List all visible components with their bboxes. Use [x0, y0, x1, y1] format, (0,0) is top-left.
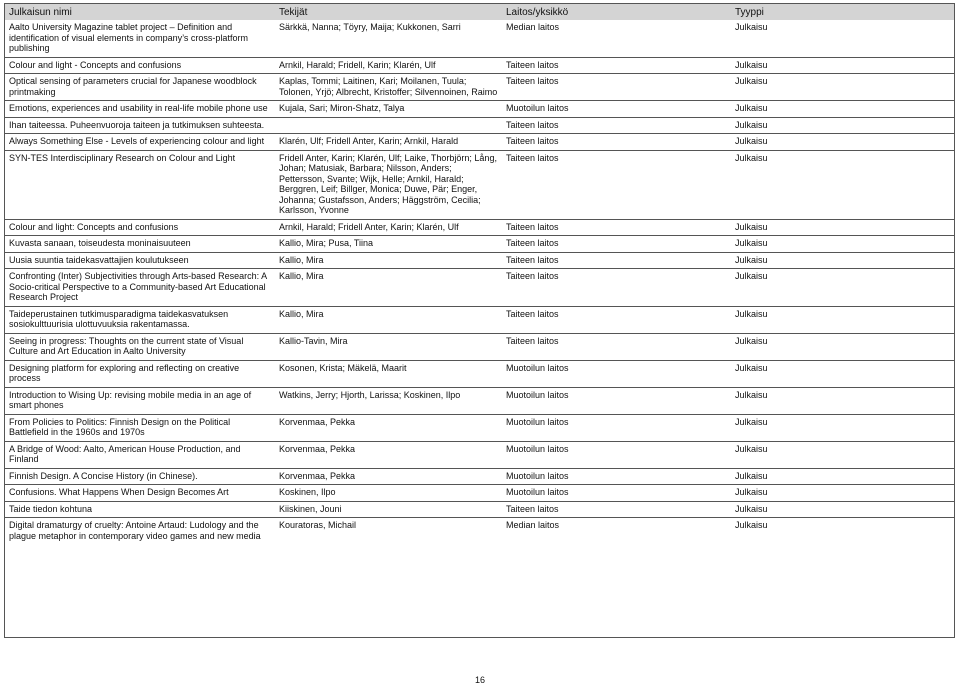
cell-authors: Kallio, Mira — [275, 252, 502, 269]
cell-department: Taiteen laitos — [502, 306, 731, 333]
table-row — [5, 360, 954, 387]
cell-authors: Kujala, Sari; Miron-Shatz, Talya — [275, 101, 502, 118]
page-number: 16 — [474, 675, 485, 685]
table-row — [5, 134, 954, 151]
header-type: Tyyppi — [731, 4, 954, 20]
table-row — [5, 441, 954, 468]
table-header — [5, 4, 954, 20]
cell-authors: Särkkä, Nanna; Töyry, Maija; Kukkonen, Sarri — [279, 22, 461, 32]
cell-department: Median laitos — [502, 518, 731, 545]
table-row — [5, 20, 954, 57]
table-row — [5, 518, 954, 545]
cell-title: Seeing in progress: Thoughts on the current state of Visual Culture and Art Education in Aalto University — [5, 333, 275, 360]
cell-authors: Korvenmaa, Pekka — [275, 441, 502, 468]
cell-type: Julkaisu — [731, 485, 954, 502]
cell-title: Confronting (Inter) Subjectivities through Arts-based Research: A Socio-critical Perspective to a Community-based Art Educational Research Project — [5, 269, 275, 307]
cell-title: Taideperustainen tutkimusparadigma taidekasvatuksen sosiokulttuurisia ulottuvuuksia rakentamassa. — [5, 306, 275, 333]
cell-title: Ihan taiteessa. Puheenvuoroja taiteen ja tutkimuksen suhteesta. — [5, 117, 275, 134]
cell-department: Median laitos — [506, 22, 560, 32]
cell-authors: Korvenmaa, Pekka — [275, 414, 502, 441]
cell-type: Julkaisu — [731, 101, 954, 118]
cell-authors: Arnkil, Harald; Fridell Anter, Karin; Klarén, Ulf — [275, 219, 502, 236]
cell-title: Colour and light: Concepts and confusions — [5, 219, 275, 236]
table-body — [5, 20, 954, 544]
cell-department: Taiteen laitos — [502, 269, 731, 307]
cell-type: Julkaisu — [731, 236, 954, 253]
cell-type: Julkaisu — [731, 306, 954, 333]
publications-table-frame — [4, 3, 955, 638]
cell-authors: Arnkil, Harald; Fridell, Karin; Klarén, Ulf — [275, 57, 502, 74]
cell-authors: Klarén, Ulf; Fridell Anter, Karin; Arnkil, Harald — [275, 134, 502, 151]
header-title: Julkaisun nimi — [5, 4, 275, 20]
cell-type: Julkaisu — [731, 269, 954, 307]
cell-type: Julkaisu — [731, 219, 954, 236]
cell-title: Uusia suuntia taidekasvattajien koulutukseen — [5, 252, 275, 269]
cell-department: Muotoilun laitos — [502, 485, 731, 502]
table-row — [5, 501, 954, 518]
cell-department: Muotoilun laitos — [502, 387, 731, 414]
cell-department: Muotoilun laitos — [502, 441, 731, 468]
cell-type: Julkaisu — [731, 57, 954, 74]
cell-title: SYN-TES Interdisciplinary Research on Colour and Light — [5, 150, 275, 219]
cell-department: Taiteen laitos — [502, 74, 731, 101]
cell-authors: Kallio, Mira — [275, 306, 502, 333]
publications-table — [5, 4, 954, 544]
cell-title: Confusions. What Happens When Design Becomes Art — [5, 485, 275, 502]
cell-title: A Bridge of Wood: Aalto, American House Production, and Finland — [5, 441, 275, 468]
cell-type: Julkaisu — [731, 117, 954, 134]
cell-department: Taiteen laitos — [502, 219, 731, 236]
cell-title: Finnish Design. A Concise History (in Chinese). — [5, 468, 275, 485]
cell-department: Taiteen laitos — [502, 333, 731, 360]
cell-department: Taiteen laitos — [502, 117, 731, 134]
cell-type: Julkaisu — [731, 387, 954, 414]
cell-department: Taiteen laitos — [502, 501, 731, 518]
cell-type: Julkaisu — [731, 252, 954, 269]
cell-authors: Kosonen, Krista; Mäkelä, Maarit — [275, 360, 502, 387]
table-row — [5, 306, 954, 333]
cell-title: Optical sensing of parameters crucial for Japanese woodblock printmaking — [5, 74, 275, 101]
table-row — [5, 117, 954, 134]
cell-authors: Kouratoras, Michail — [275, 518, 502, 545]
cell-authors: Kaplas, Tommi; Laitinen, Kari; Moilanen, Tuula; Tolonen, Yrjö; Albrecht, Kristoffer; Silvennoinen, Raimo — [275, 74, 502, 101]
cell-title: From Policies to Politics: Finnish Design on the Political Battlefield in the 1960s and 1970s — [5, 414, 275, 441]
cell-title: Taide tiedon kohtuna — [5, 501, 275, 518]
table-row — [5, 74, 954, 101]
cell-title: Always Something Else - Levels of experiencing colour and light — [5, 134, 275, 151]
cell-type: Julkaisu — [731, 501, 954, 518]
table-row — [5, 219, 954, 236]
cell-authors: Kiiskinen, Jouni — [275, 501, 502, 518]
table-row — [5, 57, 954, 74]
cell-title: Digital dramaturgy of cruelty: Antoine Artaud: Ludology and the plague metaphor in contemporary video games and new media — [5, 518, 275, 545]
header-authors: Tekijät — [275, 4, 502, 20]
cell-type: Julkaisu — [731, 518, 954, 545]
cell-title: Colour and light - Concepts and confusions — [5, 57, 275, 74]
header-department: Laitos/yksikkö — [502, 4, 731, 20]
table-row — [5, 414, 954, 441]
table-row — [5, 101, 954, 118]
table-row — [5, 269, 954, 307]
cell-department: Taiteen laitos — [502, 57, 731, 74]
cell-type: Julkaisu — [731, 333, 954, 360]
cell-department: Muotoilun laitos — [502, 414, 731, 441]
cell-authors: Kallio, Mira — [275, 269, 502, 307]
cell-authors: Kallio, Mira; Pusa, Tiina — [275, 236, 502, 253]
cell-department: Muotoilun laitos — [502, 101, 731, 118]
cell-type: Julkaisu — [731, 360, 954, 387]
table-row — [5, 333, 954, 360]
cell-department: Taiteen laitos — [502, 134, 731, 151]
cell-title: Designing platform for exploring and reflecting on creative process — [5, 360, 275, 387]
cell-authors: Kallio-Tavin, Mira — [275, 333, 502, 360]
header-row — [5, 4, 954, 20]
table-row — [5, 150, 954, 219]
table-row — [5, 485, 954, 502]
cell-department: Muotoilun laitos — [502, 468, 731, 485]
cell-department: Taiteen laitos — [502, 236, 731, 253]
table-row — [5, 252, 954, 269]
cell-authors: Koskinen, Ilpo — [275, 485, 502, 502]
cell-type: Julkaisu — [731, 150, 954, 219]
cell-type: Julkaisu — [731, 468, 954, 485]
cell-type: Julkaisu — [731, 74, 954, 101]
cell-authors: Fridell Anter, Karin; Klarén, Ulf; Laike, Thorbjörn; Lång, Johan; Matusiak, Barbara; Nilsson, Anders; Pettersson, Svante; Wijk, Helle; Arnkil, Harald; Berggren, Leif; Billger, Monica; Duwe, Pär; Enger, Johanna; Gustafsson, Anders; Häggström, Cecilia; Karlsson, Yvonne — [275, 150, 502, 219]
cell-department: Muotoilun laitos — [502, 360, 731, 387]
cell-type: Julkaisu — [731, 134, 954, 151]
cell-department: Taiteen laitos — [502, 252, 731, 269]
table-row — [5, 387, 954, 414]
cell-title: Introduction to Wising Up: revising mobile media in an age of smart phones — [5, 387, 275, 414]
cell-authors — [275, 117, 502, 134]
cell-type: Julkaisu — [735, 22, 768, 32]
cell-authors: Korvenmaa, Pekka — [275, 468, 502, 485]
cell-title: Aalto University Magazine tablet project – Definition and identification of visual elements in company’s cross-platform publishing — [9, 22, 248, 53]
cell-title: Kuvasta sanaan, toiseudesta moninaisuuteen — [5, 236, 275, 253]
cell-type: Julkaisu — [731, 414, 954, 441]
cell-title: Emotions, experiences and usability in real-life mobile phone use — [5, 101, 275, 118]
cell-type: Julkaisu — [731, 441, 954, 468]
table-row — [5, 236, 954, 253]
table-row — [5, 468, 954, 485]
cell-authors: Watkins, Jerry; Hjorth, Larissa; Koskinen, Ilpo — [275, 387, 502, 414]
cell-department: Taiteen laitos — [502, 150, 731, 219]
